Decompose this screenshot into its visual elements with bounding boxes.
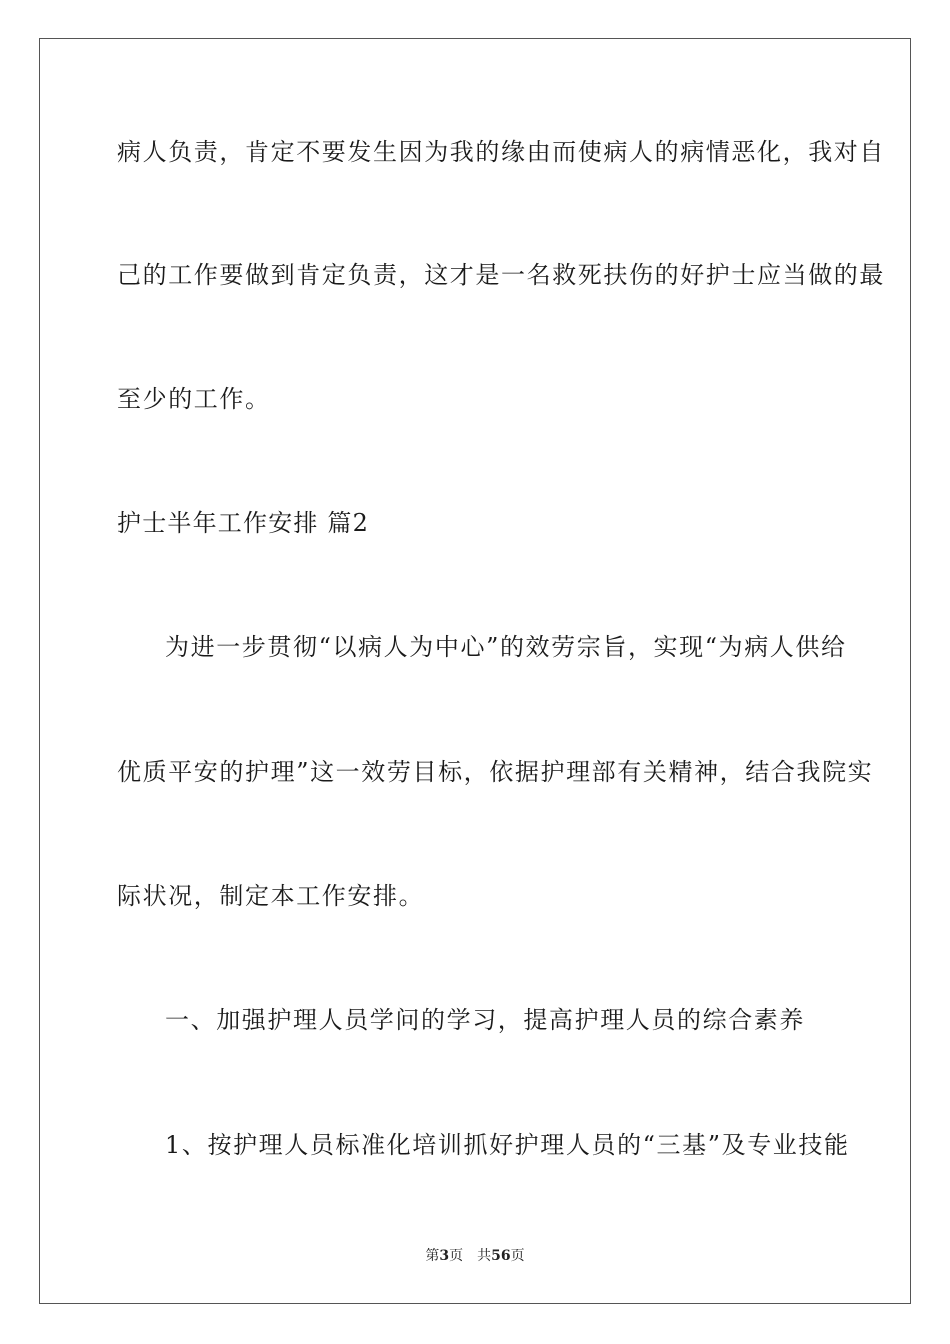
body-text-line-7: 际状况，制定本工作安排。 xyxy=(117,882,425,910)
footer-total-prefix: 共 xyxy=(477,1248,492,1264)
footer-page-number: 3 xyxy=(439,1248,450,1264)
page-footer xyxy=(0,1247,950,1265)
body-text-line-1: 病人负责，肯定不要发生因为我的缘由而使病人的病情恶化，我对自 xyxy=(117,138,885,166)
body-text-line-2: 己的工作要做到肯定负责，这才是一名救死扶伤的好护士应当做的最 xyxy=(117,261,885,289)
body-text-line-9: 1、按护理人员标准化培训抓好护理人员的“三基”及专业技能 xyxy=(165,1131,850,1159)
subsection-heading: 一、加强护理人员学问的学习，提高护理人员的综合素养 xyxy=(165,1006,805,1034)
body-text-line-5: 为进一步贯彻“以病人为中心”的效劳宗旨，实现“为病人供给 xyxy=(165,633,847,661)
footer-page-suffix: 页 xyxy=(449,1248,464,1264)
body-text-line-6: 优质平安的护理”这一效劳目标，依据护理部有关精神，结合我院实 xyxy=(117,758,874,786)
footer-total-pages: 56 xyxy=(491,1248,511,1264)
section-heading: 护士半年工作安排 篇2 xyxy=(117,509,370,537)
page-border xyxy=(39,38,911,1304)
footer-total-suffix: 页 xyxy=(510,1248,525,1264)
body-text-line-3: 至少的工作。 xyxy=(117,385,271,413)
footer-page-prefix: 第 xyxy=(425,1248,440,1264)
